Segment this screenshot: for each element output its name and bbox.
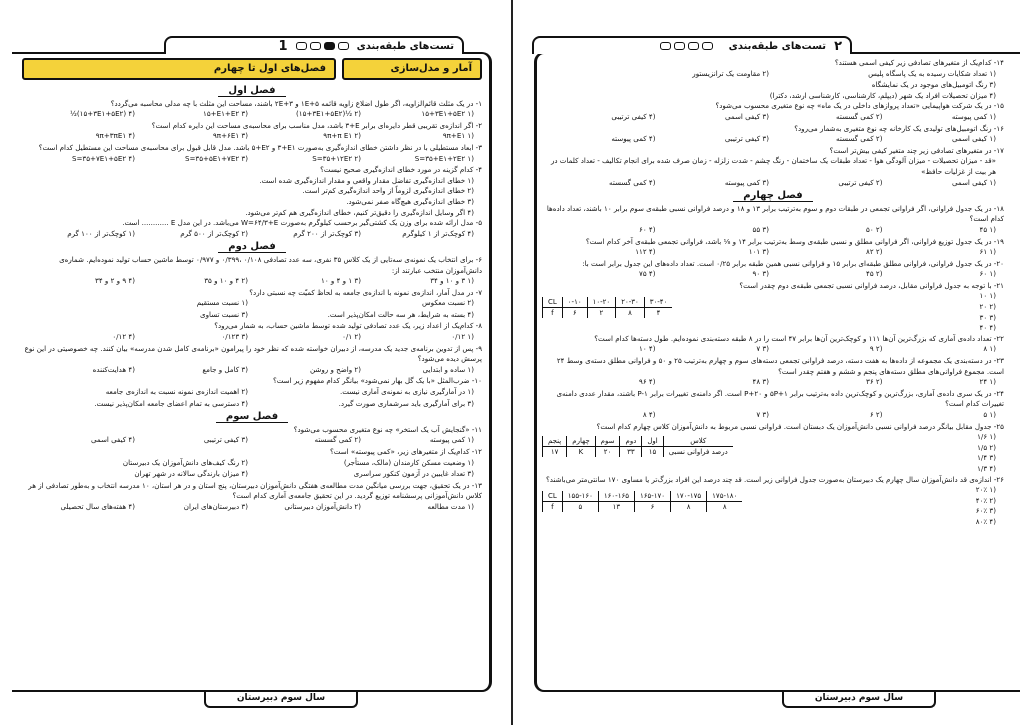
option[interactable]: (۳ رنگ اتومبیل‌های موجود در یک نمایشگاه	[871, 80, 996, 90]
question: ۸- کدام‌یک از اعداد زیر، یک عدد تصادفی تولید شده توسط ماشین حساب، به شمار می‌رود؟	[214, 321, 482, 331]
table-cell: ۲	[587, 308, 616, 319]
option[interactable]: (۲ ۶	[869, 410, 883, 419]
frequency-table	[542, 436, 733, 457]
option[interactable]: (۱ ۳ و ۱۰ و ۳۴	[430, 276, 474, 286]
question: ۱۴- کدام‌یک از متغیرهای تصادفی زیر کیفی اسمی هستند؟	[834, 58, 1004, 67]
option[interactable]: (۲ واضح و روشن	[310, 364, 361, 374]
option[interactable]: (۱ ۲۴	[979, 377, 996, 387]
question: ۹- پس از تدوین برنامه‌ی جدید یک مدرسه، از دبیران خواسته شده که نظر خود را پیرامون «برنامه‌ی کامل شدن مدرسه» بیان کنند. چه خصوصیتی در این نوع پرسش دیده می‌شود؟	[24, 343, 482, 364]
table-cell: ۱۵	[642, 447, 663, 458]
option[interactable]: (۳ ۷	[756, 344, 769, 354]
option[interactable]: (۳ ۰/۱۲۳	[221, 332, 248, 342]
option[interactable]: (۲ ۰/۱	[342, 332, 361, 342]
option[interactable]: (۳ کیفی اسمی	[724, 111, 769, 121]
table-cell: ۲۰-۳۰	[616, 297, 645, 308]
option[interactable]: (۴ ۱۱۲	[635, 247, 656, 257]
table-cell: ۱۰-۲۰	[587, 297, 616, 308]
table-row	[543, 308, 673, 319]
option[interactable]: (۴ ‎½(۱۵+۳E۱+۵E۲)‎	[70, 109, 135, 119]
question: ۱۹- در یک جدول توزیع فراوانی، اگر فراوانی مطلق و نسبی طبقه‌ی وسط به‌ترتیب برابر ۱۴ و ⅛ باشد، فراوانی تجمعی طبقه‌ی آخر کدام است؟	[585, 236, 1004, 246]
question-body	[542, 432, 1004, 474]
options	[22, 332, 482, 343]
option[interactable]: (۲ کمی گسسته	[836, 111, 883, 121]
table-cell: CL	[543, 297, 563, 308]
option[interactable]: (۳ نسبت تساوی	[200, 309, 248, 319]
options	[22, 458, 482, 469]
dot-icon	[674, 42, 685, 50]
table-cell: ۳۰-۴۰	[644, 297, 672, 308]
question: ۴- کدام گزینه در مورد خطای اندازه‌گیری صحیح نیست؟	[320, 165, 482, 175]
table-cell: ۱۷	[543, 447, 567, 458]
question-body	[542, 485, 1004, 527]
option[interactable]: (۲ کیفی ترتیبی	[838, 177, 883, 187]
topic-label: آمار و مدل‌سازی	[342, 58, 482, 80]
dot-icon	[702, 42, 713, 50]
question-body	[542, 291, 1004, 333]
section-heading: فصل دوم	[22, 242, 482, 253]
option[interactable]: (۳ ۴۸	[752, 377, 769, 387]
options	[542, 269, 1004, 280]
option[interactable]: (۳ کامل و جامع	[202, 364, 248, 374]
options	[22, 399, 482, 410]
option[interactable]: (۴ بسته به شرایط، هر سه حالت امکان‌پذیر است.	[327, 309, 474, 319]
option[interactable]: (۳ ۵۵	[752, 224, 769, 234]
table-row	[543, 447, 733, 458]
table-cell: ۱۵۵-۱۶۰	[562, 491, 598, 502]
table-cell: ۵	[562, 502, 598, 513]
table-cell: ۳۳	[620, 447, 642, 458]
option[interactable]: (۲ ۴۰٪	[975, 495, 996, 505]
question: ۲۴- در یک سری داده‌ی آماری، بزرگ‌ترین و کوچک‌ترین داده به‌ترتیب برابر ‎۵P+۱‎ و ‎P+۲۰‎ است. اگر دامنه‌ی تغییرات برابر ‎P-۱‎ باشند، مقدار عددی دامنه‌ی تغییرات کدام است؟	[556, 388, 1004, 409]
header-tab	[164, 36, 464, 54]
options	[542, 112, 1004, 123]
question: ۱۶- رنگ اتومبیل‌های تولیدی یک کارخانه چه نوع متغیری به‌شمار می‌رود؟	[794, 123, 1004, 133]
option[interactable]: (۱ ‎۱۵+۳E۱+۵E۲‎	[421, 109, 474, 119]
option[interactable]: (۴ هدایت‌کننده	[92, 364, 135, 374]
page-header	[532, 36, 862, 52]
option[interactable]: (۱ مدت مطالعه	[427, 501, 474, 511]
option[interactable]: (۳ ۶۰٪	[975, 506, 996, 516]
option[interactable]: (۲ ۴۵	[866, 269, 883, 279]
options	[980, 291, 1004, 333]
option[interactable]: (۴ کیفی اسمی	[90, 435, 135, 445]
page-number: ۲	[834, 38, 842, 54]
question: ۲۵- جدول مقابل بیانگر درصد فراوانی نسبی دانش‌آموزان یک دبستان است. فراوانی نسبی مربوط به دانش‌آموزان کلاس چهارم کدام است؟	[596, 421, 1004, 431]
options	[22, 154, 482, 165]
table-cell: ۱۷۰-۱۷۵	[671, 491, 707, 502]
option[interactable]: (۲ ‎S=۳۵+۱۲E۲‎	[312, 153, 361, 163]
options	[22, 131, 482, 142]
option[interactable]: (۳ ۱/۴	[977, 453, 996, 463]
option[interactable]: (۳ ‎S=۳۵+۵E۱+۷E۲‎	[184, 153, 248, 163]
option[interactable]: (۱ کمی پیوسته	[429, 435, 474, 445]
option[interactable]: (۱ ‎۹π+E۱‎	[442, 131, 474, 141]
option[interactable]: (۲ نسبت معکوس	[422, 298, 474, 308]
options	[976, 485, 1004, 527]
option[interactable]: (۳ خطای اندازه‌گیری هیچ‌گاه صفر نمی‌شود.	[346, 196, 474, 206]
page-footer: سال سوم دبیرستان	[782, 692, 936, 708]
question: ۲- اگر اندازه‌ی تقریبی قطر دایره‌ای برابر ‎۳+E‎ باشد، مدل مناسب برای محاسبه‌ی مساحت این دایره کدام است؟	[151, 120, 482, 130]
option[interactable]: (۴ ۹ و ۲ و ۳۴	[95, 276, 135, 286]
options	[22, 229, 482, 240]
options	[542, 134, 1004, 145]
option[interactable]: (۳ ۹۰	[752, 269, 769, 279]
option[interactable]: (۱ کیفی اسمی	[951, 134, 996, 144]
question: ۲۶- اندازه‌ی قد دانش‌آموزان سال چهارم یک دبیرستان به‌صورت جدول فراوانی زیر است. قد چند درصد این افراد بزرگ‌تر یا مساوی ۱۷۰ سانتی‌متر می‌باشند؟	[545, 474, 1004, 484]
page-header	[164, 36, 464, 52]
table-cell: پنجم	[543, 436, 567, 447]
table-cell: ۴	[644, 308, 672, 319]
question: ۱۸- در یک جدول فراوانی، اگر فراوانی تجمعی در طبقات دوم و سوم به‌ترتیب برابر ۱۳ و ۱۸ و درصد فراوانی نسبی طبقه‌ی سوم برابر ۱۰ باشند، تعداد داده‌ها کدام است؟	[546, 203, 1004, 224]
option[interactable]: (۳ ۱ و ۴ و ۱۰	[321, 276, 361, 286]
table-cell: f	[543, 308, 563, 319]
table-cell: ۱۶۵-۱۷۰	[634, 491, 670, 502]
table-row	[543, 491, 743, 502]
question: ۱۰- ضرب‌المثل «با یک گل بهار نمی‌شود» بیانگر کدام مفهوم زیر است؟	[272, 376, 482, 386]
page-content	[542, 58, 1004, 686]
option[interactable]: (۲ کوچک‌تر از ۵۰۰ گرم	[180, 228, 248, 238]
table-row	[543, 436, 733, 447]
option[interactable]: (۲ ‎(۱۵+۳E۱+۵E۲)½‎	[296, 109, 361, 119]
section-heading: فصل اول	[22, 86, 482, 97]
option[interactable]: (۴ ۸۰٪	[975, 516, 996, 526]
option[interactable]: (۳ تعداد غایبین در آزمون کنکور سراسری	[353, 469, 474, 479]
book-spine	[511, 0, 513, 725]
option[interactable]: (۱ وضعیت مسکن کارمندان (مالک، مستأجر)	[343, 457, 474, 467]
option[interactable]: (۱ ‎S=۳۵+E۱+۲E۲‎	[414, 153, 474, 163]
table-cell: درصد فراوانی نسبی	[663, 447, 732, 458]
option[interactable]: (۲ ۸۲	[866, 247, 883, 257]
option[interactable]: (۱ ساده و ابتدایی	[422, 364, 474, 374]
option[interactable]: (۱ ۶۰	[979, 269, 996, 279]
option[interactable]: (۱ ۲۰٪	[975, 485, 996, 495]
chapters-label: فصل‌های اول تا چهارم	[22, 58, 336, 80]
option[interactable]: (۲ ۹	[869, 344, 883, 354]
option[interactable]: (۱ در آمارگیری نیازی به نمونه‌ی آماری نیست.	[340, 387, 474, 397]
option[interactable]: (۴ ۱۰	[639, 344, 656, 354]
option[interactable]: (۱ ۸	[983, 344, 996, 354]
option[interactable]: (۲ خطای اندازه‌گیری لزوماً از واحد اندازه‌گیری کم‌تر است.	[302, 186, 474, 196]
option[interactable]: (۲ دانش‌آموزان دبیرستانی	[284, 501, 361, 511]
option[interactable]: (۱ ۵	[983, 410, 996, 419]
option[interactable]: (۱ ۴۵	[979, 224, 996, 234]
question: ۷- در مدل آمار، اندازه‌ی نمونه با اندازه‌ی جامعه به لحاظ کمیّت چه نسبتی دارد؟	[249, 287, 482, 297]
option[interactable]: (۴ میزان تحصیلات افراد یک شهر (دیپلم، کارشناسی، کارشناسی ارشد، دکترا)	[769, 90, 996, 100]
option[interactable]: (۳ ۷	[756, 410, 769, 419]
table-cell: f	[543, 502, 563, 513]
option[interactable]: (۲ ۳۶	[866, 377, 883, 387]
table-cell: اول	[642, 436, 663, 447]
option[interactable]: (۲ ۱/۵	[977, 442, 996, 452]
page-title: تست‌های طبقه‌بندی	[356, 40, 454, 52]
options	[22, 310, 482, 321]
option[interactable]: (۳ برای آمارگیری باید سرشماری صورت گیرد.	[338, 398, 474, 408]
option[interactable]: (۱ ۱/۶	[977, 432, 996, 442]
question: ۱۷- در متغیرهای تصادفی زیر چند متغیر کیفی بیش‌تر است؟	[829, 145, 1004, 155]
option[interactable]: (۲ ۴ و ۱۰ و ۳۵	[204, 276, 248, 286]
option[interactable]: (۱ ۱۰	[979, 291, 996, 301]
options	[22, 502, 482, 513]
dot-icon	[338, 42, 349, 50]
option[interactable]: (۱ کوچک‌تر از ۱۰۰ گرم	[67, 228, 135, 238]
table-cell: ۱۶۰-۱۶۵	[598, 491, 634, 502]
option[interactable]: (۴ ۰/۱۲	[112, 332, 135, 342]
option[interactable]: (۲ رنگ کیف‌های دانش‌آموزان یک دبیرستان	[122, 457, 248, 467]
option[interactable]: (۱ کمی پیوسته	[951, 111, 996, 121]
dot-icon	[296, 42, 307, 50]
options	[977, 432, 1004, 474]
option[interactable]: (۴ کمی پیوسته	[611, 134, 656, 144]
page-left	[4, 8, 494, 710]
options	[22, 365, 482, 376]
header-tab	[532, 36, 852, 54]
option[interactable]: (۲ مقاومت یک ترانزیستور	[692, 68, 769, 78]
page-number: 1	[278, 38, 288, 54]
option[interactable]: (۴ هفته‌های سال تحصیلی	[60, 501, 135, 511]
option[interactable]: (۴ ۹۶	[639, 377, 656, 387]
options	[22, 109, 482, 120]
question: ۲۰- در یک جدول فراوانی، فراوانی مطلق طبقه‌ای برابر ۱۵ و فراوانی نسبی همین طبقه برابر ۰/۲۵ است. تعداد داده‌های این جدول برابر است با:	[582, 258, 1004, 268]
page-title: تست‌های طبقه‌بندی	[728, 40, 827, 52]
question: ۶- برای انتخاب یک نمونه‌ی سه‌تایی از یک کلاس ۳۵ نفری، سه عدد تصادفی ‎۰/۳۹۹‎، ‎۰/۱۰۸‎ و ‎۰/۹۷۷‎ توسط ماشین حساب تولید نموده‌ایم. شماره‌ی دانش‌آموزان منتخب عبارتند از:	[59, 254, 482, 275]
option[interactable]: (۲ ۲۰	[979, 302, 996, 312]
table-cell: ۸	[707, 502, 743, 513]
option[interactable]: (۳ کوچک‌تر از ۲۰۰ گرم	[293, 228, 361, 238]
option[interactable]: (۴ ۴۰	[979, 323, 996, 333]
table-cell: K	[567, 447, 595, 458]
option[interactable]: (۴ کوچک‌تر از ۱ کیلوگرم	[402, 228, 474, 238]
page-content	[22, 58, 482, 686]
option[interactable]: (۱ کیفی اسمی	[951, 177, 996, 187]
options	[542, 377, 1004, 388]
option[interactable]: (۴ ۶۰	[639, 224, 656, 234]
options	[542, 410, 1004, 421]
option[interactable]: (۲ ۵۰	[866, 224, 883, 234]
options	[542, 344, 1004, 355]
question: ۱۱- «گنجایش آب یک استخر» چه نوع متغیری محسوب می‌شود؟	[293, 424, 482, 434]
question: ۱۲- کدام‌یک از متغیرهای زیر، «کمی پیوسته» است؟	[329, 447, 482, 456]
options	[22, 435, 482, 446]
page-right	[532, 8, 1022, 710]
option[interactable]: (۴ ‎۹π+۳πE۱‎	[95, 131, 135, 141]
progress-dots	[296, 42, 349, 50]
section-heading: فصل سوم	[22, 412, 482, 423]
option[interactable]: (۴ میزان بارندگی سالانه در شهر تهران	[134, 469, 248, 479]
option[interactable]: (۴ ۷۵	[639, 269, 656, 279]
option[interactable]: (۱ ۰/۱۲	[451, 332, 474, 342]
option[interactable]: (۲ کمی گسسته	[836, 134, 883, 144]
options	[542, 247, 1004, 258]
section-heading: فصل چهارم	[542, 191, 1004, 202]
option[interactable]: (۴ دسترسی به تمام اعضای جامعه امکان‌پذیر نیست.	[94, 398, 248, 408]
option[interactable]: (۲ ‎۹π+π E۱‎	[323, 131, 361, 141]
option[interactable]: (۲ کمی گسسته	[314, 435, 361, 445]
table-cell: CL	[543, 491, 563, 502]
table-cell: ۶	[562, 308, 587, 319]
option[interactable]: (۲ اهمیت اندازه‌ی نمونه نسبت به اندازه‌ی جامعه	[105, 387, 248, 397]
options	[542, 69, 1004, 80]
question: ۲۱- با توجه به جدول فراوانی مقابل، درصد فراوانی نسبی تجمعی طبقه‌ی دوم چقدر است؟	[739, 280, 1004, 290]
options	[22, 469, 482, 480]
table-cell: ۱۷۵-۱۸۰	[707, 491, 743, 502]
option[interactable]: (۳ کمی پیوسته	[724, 177, 769, 187]
option[interactable]: (۳ کیفی ترتیبی	[203, 435, 248, 445]
table-cell: چهارم	[567, 436, 595, 447]
option[interactable]: (۱ تعداد شکایات رسیده به یک پاسگاه پلیس	[868, 68, 996, 78]
table-row	[543, 502, 743, 513]
dot-icon	[310, 42, 321, 50]
options	[542, 178, 1004, 189]
option[interactable]: (۱ خطای اندازه‌گیری تفاضل مقدار واقعی و مقدار اندازه‌گیری شده است.	[259, 175, 474, 185]
progress-dots	[660, 42, 713, 50]
options	[22, 298, 482, 309]
option[interactable]: (۴ کیفی ترتیبی	[611, 111, 656, 121]
table-cell: ۱۳	[598, 502, 634, 513]
option[interactable]: (۳ ۳۰	[979, 312, 996, 322]
frequency-table	[542, 297, 672, 318]
question: ۱۳- در یک تحقیق، جهت بررسی میانگین مدت مطالعه‌ی هفتگی دانش‌آموزان دبیرستان، پنج استان و در هر استان، ۱۰ مدرسه انتخاب و به‌طور تصادفی از هر کلاس دانش‌آموزانی پرسشنامه توزیع گردید. در این تحقیق جامعه‌ی آماری کدام است؟	[28, 480, 482, 501]
option[interactable]: (۳ ۱۰۱	[748, 247, 769, 257]
table-row	[543, 297, 673, 308]
option[interactable]: (۱ ۶۱	[979, 247, 996, 257]
page-footer: سال سوم دبیرستان	[204, 692, 358, 708]
dot-icon	[688, 42, 699, 50]
option[interactable]: (۴ ‎S=۳۵+۷E۱+۵E۲‎	[71, 153, 135, 163]
option[interactable]: (۴ ۸	[642, 410, 656, 419]
option[interactable]: (۳ کیفی ترتیبی	[724, 134, 769, 144]
option[interactable]: (۴ ۱/۳	[977, 463, 996, 473]
question: ۱- در یک مثلث قائم‌الزاویه، اگر طول اضلاع زاویه قائمه ‎۱E+۵‎ و ‎۲E+۳‎ باشند، مساحت این مثلث با چه مدلی محاسبه می‌گردد؟	[110, 98, 482, 108]
question: ۲۳- در دسته‌بندی یک مجموعه از داده‌ها به هفت دسته، درصد فراوانی تجمعی دسته‌های سوم و چهارم به‌ترتیب ۲۵ و ۵۰ و فراوانی مطلق دسته‌ی وسط ۲۴ است. مجموع فراوانی‌های مطلق دسته‌های پنجم و ششم و هفتم چقدر است؟	[556, 356, 1004, 376]
table-cell: ۰-۱۰	[562, 297, 587, 308]
table-cell: دوم	[620, 436, 642, 447]
table-cell: ۲۰	[595, 447, 620, 458]
table-cell: ۸	[616, 308, 645, 319]
table-cell: سوم	[595, 436, 620, 447]
question: ۱۵- در یک شرکت هواپیمایی «تعداد پروازهای داخلی در یک ماه» چه نوع متغیری محسوب می‌شود؟	[715, 101, 1004, 111]
table-cell: ۶	[634, 502, 670, 513]
option[interactable]: (۴ کمی گسسته	[609, 177, 656, 187]
question-body: «قد - میزان تحصیلات - میزان آلودگی هوا - تعداد طبقات یک ساختمان - رنگ چشم - شدت زلزله - زمان صرف شده برای انجام تکالیف - تعداد کلمات در هر بیت از غزلیات حافظ»	[550, 156, 996, 176]
chapter-banner	[22, 58, 482, 80]
question: ۳- ابعاد مستطیلی با در نظر داشتن خطای اندازه‌گیری به‌صورت ‎۳+E۱‎ و ‎۵+E۲‎ باشد. مدل قابل قبول برای محاسبه‌ی مساحت این مستطیل کدام است؟	[38, 142, 482, 152]
options	[22, 387, 482, 398]
question: ۲۲- تعداد داده‌ی آماری که بزرگ‌ترین آن‌ها ۱۱۱ و کوچک‌ترین آن‌ها برابر ۴۷ است را در ۸ طبقه دسته‌بندی نموده‌ایم. طول دسته‌ها کدام است؟	[594, 333, 1004, 343]
options	[542, 225, 1004, 236]
option[interactable]: (۳ ‎۱۵+E۱+E۲‎	[203, 109, 248, 119]
table-cell: کلاس	[663, 436, 732, 447]
table-cell: ۸	[671, 502, 707, 513]
dot-icon	[660, 42, 671, 50]
frequency-table	[542, 491, 742, 512]
options	[22, 276, 482, 287]
option[interactable]: (۳ ‎۹π+۶E۱‎	[213, 131, 248, 141]
option[interactable]: (۳ دبیرستان‌های ایران	[183, 501, 248, 511]
dot-icon	[324, 42, 335, 50]
question: ۵- مدل ارائه شده برای وزن یک کشتی‌گیر برحسب کیلوگرم به‌صورت ‎W=۶۴/۳+E‎ می‌باشد. در این مدل E ............ است.	[122, 218, 482, 228]
option[interactable]: (۴ اگر وسایل اندازه‌گیری را دقیق‌تر کنیم، خطای اندازه‌گیری هم کم‌تر می‌شود.	[245, 207, 474, 217]
option[interactable]: (۱ نسبت مستقیم	[196, 298, 248, 308]
